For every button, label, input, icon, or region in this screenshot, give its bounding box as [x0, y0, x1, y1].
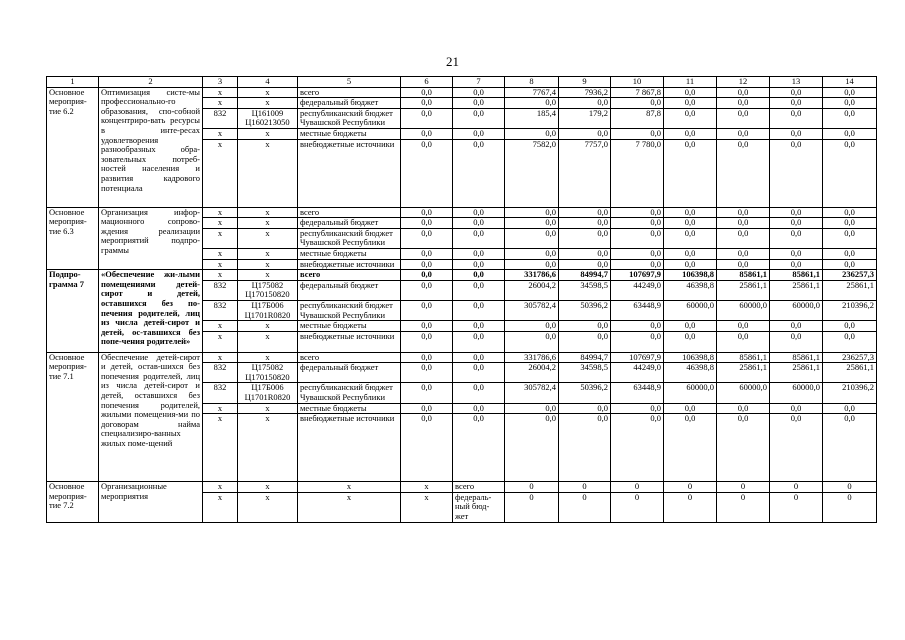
cell: 0,0 [717, 403, 770, 414]
cell: 0 [559, 492, 611, 522]
cell: всего [453, 482, 505, 493]
cell: 46398,8 [664, 363, 717, 383]
cell: 0,0 [453, 331, 505, 352]
cell: 179,2 [559, 108, 611, 128]
cell: 7 867,8 [611, 87, 664, 98]
activity-code: Основное мероприя-тие 6.2 [47, 87, 99, 207]
column-header: 6 [401, 77, 453, 88]
cell: 832 [203, 280, 238, 300]
cell: 0,0 [453, 139, 505, 207]
cell: 0,0 [505, 207, 559, 218]
cell: 107697,9 [611, 352, 664, 363]
cell: x [238, 218, 298, 229]
cell: x [203, 139, 238, 207]
activity-code: Основное мероприя-тие 7.2 [47, 482, 99, 522]
column-header: 10 [611, 77, 664, 88]
cell: федеральный бюджет [298, 98, 401, 109]
cell: x [238, 128, 298, 139]
cell: 0,0 [611, 414, 664, 482]
cell: 60000,0 [717, 300, 770, 320]
cell: 25861,1 [770, 280, 823, 300]
cell: 0,0 [559, 218, 611, 229]
cell: x [203, 482, 238, 493]
cell: 236257,3 [823, 270, 877, 281]
cell: внебюджетные источники [298, 414, 401, 482]
cell: 0 [611, 482, 664, 493]
activity-title: Организация инфор-мационного сопрово-ждения реализации мероприятий подпро-граммы [99, 207, 203, 270]
cell: 7757,0 [559, 139, 611, 207]
cell: 0,0 [664, 331, 717, 352]
cell: 0,0 [611, 321, 664, 332]
cell: 0,0 [453, 87, 505, 98]
cell: x [401, 482, 453, 493]
cell: 60000,0 [664, 383, 717, 403]
cell: 305782,4 [505, 300, 559, 320]
column-header: 5 [298, 77, 401, 88]
cell: 0,0 [401, 270, 453, 281]
cell: 0,0 [717, 259, 770, 270]
cell: 0,0 [453, 414, 505, 482]
cell: x [238, 414, 298, 482]
cell: 44249,0 [611, 280, 664, 300]
column-header: 12 [717, 77, 770, 88]
cell: x [203, 248, 238, 259]
cell: 87,8 [611, 108, 664, 128]
cell: 0,0 [453, 270, 505, 281]
cell: 0,0 [611, 128, 664, 139]
cell: 0,0 [664, 207, 717, 218]
cell: 0,0 [611, 331, 664, 352]
cell: 0,0 [717, 108, 770, 128]
cell: 0,0 [770, 259, 823, 270]
cell: 210396,2 [823, 300, 877, 320]
cell: 0,0 [559, 207, 611, 218]
cell: 0,0 [401, 300, 453, 320]
cell: 85861,1 [770, 352, 823, 363]
cell: 0,0 [559, 128, 611, 139]
cell: x [238, 248, 298, 259]
cell: 0,0 [664, 128, 717, 139]
cell: 60000,0 [770, 383, 823, 403]
cell: 0,0 [453, 300, 505, 320]
cell: 25861,1 [717, 363, 770, 383]
cell: 0 [559, 482, 611, 493]
column-header: 2 [99, 77, 203, 88]
cell: 0,0 [717, 87, 770, 98]
cell: федераль-ный бюд-жет [453, 492, 505, 522]
activity-title: Оптимизация систе-мы профессионально-го образования, спо-собной концентриро-вать ресурсы в инте-ресах удовлетворения разнообразных обра-зовательных потреб-ностей населения и развития кадрового потенциала [99, 87, 203, 207]
cell: 0,0 [717, 248, 770, 259]
cell: 34598,5 [559, 280, 611, 300]
cell: x [238, 98, 298, 109]
cell: 63448,9 [611, 300, 664, 320]
cell: 0,0 [823, 403, 877, 414]
activity-code: Основное мероприя-тие 7.1 [47, 352, 99, 482]
cell: 0 [611, 492, 664, 522]
cell: x [203, 492, 238, 522]
cell: x [203, 321, 238, 332]
cell: 0,0 [453, 98, 505, 109]
cell: 0,0 [453, 128, 505, 139]
table-row [47, 207, 877, 218]
table-row [47, 352, 877, 363]
cell: 0,0 [823, 248, 877, 259]
table-header-row [47, 77, 877, 88]
column-header: 7 [453, 77, 505, 88]
cell: 0,0 [401, 207, 453, 218]
cell: 63448,9 [611, 383, 664, 403]
cell: 0,0 [770, 139, 823, 207]
cell: внебюджетные источники [298, 331, 401, 352]
cell: 0,0 [823, 139, 877, 207]
cell: 0,0 [505, 218, 559, 229]
cell: 0,0 [770, 228, 823, 248]
cell: 0,0 [559, 331, 611, 352]
cell: 0,0 [453, 280, 505, 300]
cell: 107697,9 [611, 270, 664, 281]
cell: 0,0 [401, 87, 453, 98]
cell: 0,0 [717, 228, 770, 248]
cell: 7767,4 [505, 87, 559, 98]
cell: x [203, 331, 238, 352]
cell: x [203, 259, 238, 270]
cell: 0,0 [453, 207, 505, 218]
subprogram-code: Подпро-грамма 7 [47, 270, 99, 353]
cell: 0,0 [453, 228, 505, 248]
cell: 0,0 [664, 139, 717, 207]
column-header: 13 [770, 77, 823, 88]
cell: x [238, 482, 298, 493]
cell: 0,0 [717, 218, 770, 229]
cell: 0,0 [770, 87, 823, 98]
cell: 0,0 [770, 414, 823, 482]
cell: 832 [203, 108, 238, 128]
cell: 85861,1 [717, 352, 770, 363]
cell: 0,0 [611, 403, 664, 414]
cell: 0,0 [453, 108, 505, 128]
cell: 0,0 [664, 414, 717, 482]
cell: 26004,2 [505, 280, 559, 300]
cell: 0,0 [559, 248, 611, 259]
cell: 0,0 [453, 363, 505, 383]
cell: всего [298, 270, 401, 281]
page-number: 21 [446, 54, 459, 69]
column-header: 14 [823, 77, 877, 88]
cell: 0,0 [823, 218, 877, 229]
column-header: 4 [238, 77, 298, 88]
cell: x [203, 87, 238, 98]
cell: 0,0 [770, 108, 823, 128]
cell: x [238, 87, 298, 98]
cell: x [203, 128, 238, 139]
cell: x [203, 228, 238, 248]
table-row [47, 87, 877, 98]
cell: x [203, 207, 238, 218]
cell: 0,0 [453, 403, 505, 414]
cell: 0 [505, 492, 559, 522]
cell: 0,0 [717, 331, 770, 352]
cell: x [298, 492, 401, 522]
cell: 832 [203, 383, 238, 403]
cell: 0,0 [505, 403, 559, 414]
cell: 0,0 [453, 248, 505, 259]
cell: 0,0 [664, 228, 717, 248]
cell: федеральный бюджет [298, 363, 401, 383]
cell: x [203, 352, 238, 363]
cell: 0,0 [823, 87, 877, 98]
cell: 0 [823, 492, 877, 522]
cell: x [238, 492, 298, 522]
cell: x [238, 331, 298, 352]
cell: 34598,5 [559, 363, 611, 383]
cell: x [238, 207, 298, 218]
cell: 0,0 [505, 414, 559, 482]
cell: 60000,0 [717, 383, 770, 403]
cell: x [203, 403, 238, 414]
cell: 84994,7 [559, 352, 611, 363]
cell: внебюджетные источники [298, 139, 401, 207]
cell: 0,0 [453, 321, 505, 332]
cell: 0,0 [453, 383, 505, 403]
cell: всего [298, 207, 401, 218]
cell: 60000,0 [664, 300, 717, 320]
cell: 0,0 [770, 331, 823, 352]
cell: 0 [664, 492, 717, 522]
cell: 0,0 [559, 228, 611, 248]
table-row [47, 270, 877, 281]
column-header: 3 [203, 77, 238, 88]
cell: 0,0 [611, 248, 664, 259]
cell: 0,0 [823, 207, 877, 218]
cell: 331786,6 [505, 270, 559, 281]
cell: 0,0 [823, 331, 877, 352]
cell: федеральный бюджет [298, 280, 401, 300]
cell: 0,0 [611, 228, 664, 248]
cell: x [238, 270, 298, 281]
activity-code: Основное мероприя-тие 6.3 [47, 207, 99, 270]
cell: местные бюджеты [298, 321, 401, 332]
cell: 26004,2 [505, 363, 559, 383]
cell: 84994,7 [559, 270, 611, 281]
cell: федеральный бюджет [298, 218, 401, 229]
column-header: 11 [664, 77, 717, 88]
cell: 50396,2 [559, 383, 611, 403]
cell: 0,0 [823, 259, 877, 270]
cell: x [238, 321, 298, 332]
column-header: 8 [505, 77, 559, 88]
cell: 0,0 [505, 321, 559, 332]
cell: местные бюджеты [298, 403, 401, 414]
cell: 0,0 [717, 321, 770, 332]
cell: Ц17Б006 Ц1701R0820 [238, 300, 298, 320]
cell: 185,4 [505, 108, 559, 128]
column-header: 9 [559, 77, 611, 88]
cell: 25861,1 [770, 363, 823, 383]
cell: x [238, 139, 298, 207]
cell: 0,0 [453, 218, 505, 229]
cell: 0 [770, 482, 823, 493]
column-header: 1 [47, 77, 99, 88]
cell: 0 [717, 492, 770, 522]
cell: 0,0 [664, 218, 717, 229]
cell: 0,0 [401, 108, 453, 128]
cell: 0,0 [401, 259, 453, 270]
cell: 0,0 [401, 98, 453, 109]
cell: 0,0 [401, 414, 453, 482]
cell: x [203, 98, 238, 109]
cell: 25861,1 [823, 280, 877, 300]
cell: 0,0 [401, 363, 453, 383]
cell: 0,0 [664, 259, 717, 270]
cell: x [238, 259, 298, 270]
cell: 60000,0 [770, 300, 823, 320]
activity-title: Обеспечение детей-сирот и детей, остав-шихся без попечения родителей, лиц из числа детей-сирот и детей, оставшихся без попечения родителей, жилыми помещения-ми по договорам найма специализиро-ванных жилых поме-щений [99, 352, 203, 482]
table-row [47, 482, 877, 493]
cell: x [401, 492, 453, 522]
cell: 0,0 [611, 98, 664, 109]
cell: 0,0 [401, 352, 453, 363]
cell: всего [298, 352, 401, 363]
cell: 0,0 [559, 259, 611, 270]
cell: 0,0 [823, 414, 877, 482]
cell: республиканский бюджет Чувашской Республики [298, 228, 401, 248]
cell: 25861,1 [823, 363, 877, 383]
cell: x [203, 414, 238, 482]
cell: 0 [770, 492, 823, 522]
cell: Ц175082 Ц170150820 [238, 363, 298, 383]
cell: 0,0 [823, 128, 877, 139]
cell: 0 [664, 482, 717, 493]
cell: 0,0 [770, 248, 823, 259]
cell: 0,0 [401, 383, 453, 403]
cell: Ц17Б006 Ц1701R0820 [238, 383, 298, 403]
subprogram-title: «Обеспечение жи-лыми помещениями детей-сирот и детей, оставшихся без по-печения родителей, лиц из числа детей-сирот и детей, ос-тавшихся без попе-чения родителей» [99, 270, 203, 353]
cell: 85861,1 [770, 270, 823, 281]
cell: 0,0 [505, 98, 559, 109]
cell: 832 [203, 363, 238, 383]
cell: 0,0 [559, 98, 611, 109]
cell: 0,0 [611, 259, 664, 270]
cell: местные бюджеты [298, 128, 401, 139]
cell: 0,0 [717, 98, 770, 109]
cell: 0,0 [717, 139, 770, 207]
cell: 0,0 [664, 248, 717, 259]
cell: 0,0 [823, 228, 877, 248]
cell: 0,0 [401, 248, 453, 259]
cell: 0,0 [559, 321, 611, 332]
cell: 0,0 [770, 218, 823, 229]
cell: 0,0 [611, 218, 664, 229]
cell: 0,0 [401, 331, 453, 352]
cell: 0,0 [664, 321, 717, 332]
cell: всего [298, 87, 401, 98]
cell: 305782,4 [505, 383, 559, 403]
cell: 0,0 [823, 108, 877, 128]
cell: 0,0 [611, 207, 664, 218]
cell: 0,0 [505, 228, 559, 248]
activity-title: Организационные мероприятия [99, 482, 203, 522]
cell: 0,0 [453, 352, 505, 363]
cell: 7 780,0 [611, 139, 664, 207]
cell: 106398,8 [664, 270, 717, 281]
cell: 0,0 [505, 331, 559, 352]
cell: 0,0 [401, 403, 453, 414]
cell: 0,0 [770, 207, 823, 218]
cell: 210396,2 [823, 383, 877, 403]
cell: 331786,6 [505, 352, 559, 363]
cell: 0,0 [505, 128, 559, 139]
cell: 44249,0 [611, 363, 664, 383]
cell: республиканский бюджет Чувашской Республики [298, 300, 401, 320]
cell: 0,0 [664, 403, 717, 414]
cell: 0,0 [401, 228, 453, 248]
cell: 832 [203, 300, 238, 320]
cell: 7936,2 [559, 87, 611, 98]
cell: x [238, 403, 298, 414]
cell: 0,0 [401, 128, 453, 139]
cell: 85861,1 [717, 270, 770, 281]
cell: 0,0 [401, 218, 453, 229]
cell: 0,0 [401, 280, 453, 300]
cell: 0,0 [505, 248, 559, 259]
cell: x [238, 352, 298, 363]
cell: внебюджетные источники [298, 259, 401, 270]
cell: x [238, 228, 298, 248]
cell: 0,0 [823, 98, 877, 109]
cell: 46398,8 [664, 280, 717, 300]
cell: 0,0 [401, 139, 453, 207]
cell: 0,0 [453, 259, 505, 270]
cell: 0,0 [770, 321, 823, 332]
cell: 0,0 [559, 403, 611, 414]
cell: 106398,8 [664, 352, 717, 363]
cell: 50396,2 [559, 300, 611, 320]
cell: 0,0 [717, 414, 770, 482]
cell: республиканский бюджет Чувашской Республики [298, 108, 401, 128]
cell: 0,0 [770, 128, 823, 139]
cell: 0,0 [664, 108, 717, 128]
cell: Ц161009 Ц160213050 [238, 108, 298, 128]
cell: 0 [505, 482, 559, 493]
cell: 7582,0 [505, 139, 559, 207]
cell: 236257,3 [823, 352, 877, 363]
cell: 0 [717, 482, 770, 493]
budget-table [46, 76, 877, 523]
cell: 0,0 [717, 207, 770, 218]
cell: 0,0 [770, 403, 823, 414]
cell: 0,0 [823, 321, 877, 332]
cell: республиканский бюджет Чувашской Республики [298, 383, 401, 403]
cell: x [203, 218, 238, 229]
cell: x [298, 482, 401, 493]
cell: местные бюджеты [298, 248, 401, 259]
cell: 0,0 [717, 128, 770, 139]
cell: 0,0 [505, 259, 559, 270]
cell: 0,0 [770, 98, 823, 109]
cell: x [203, 270, 238, 281]
cell: 0,0 [559, 414, 611, 482]
cell: 25861,1 [717, 280, 770, 300]
cell: 0,0 [664, 98, 717, 109]
cell: 0,0 [664, 87, 717, 98]
cell: Ц175082 Ц170150820 [238, 280, 298, 300]
cell: 0 [823, 482, 877, 493]
cell: 0,0 [401, 321, 453, 332]
